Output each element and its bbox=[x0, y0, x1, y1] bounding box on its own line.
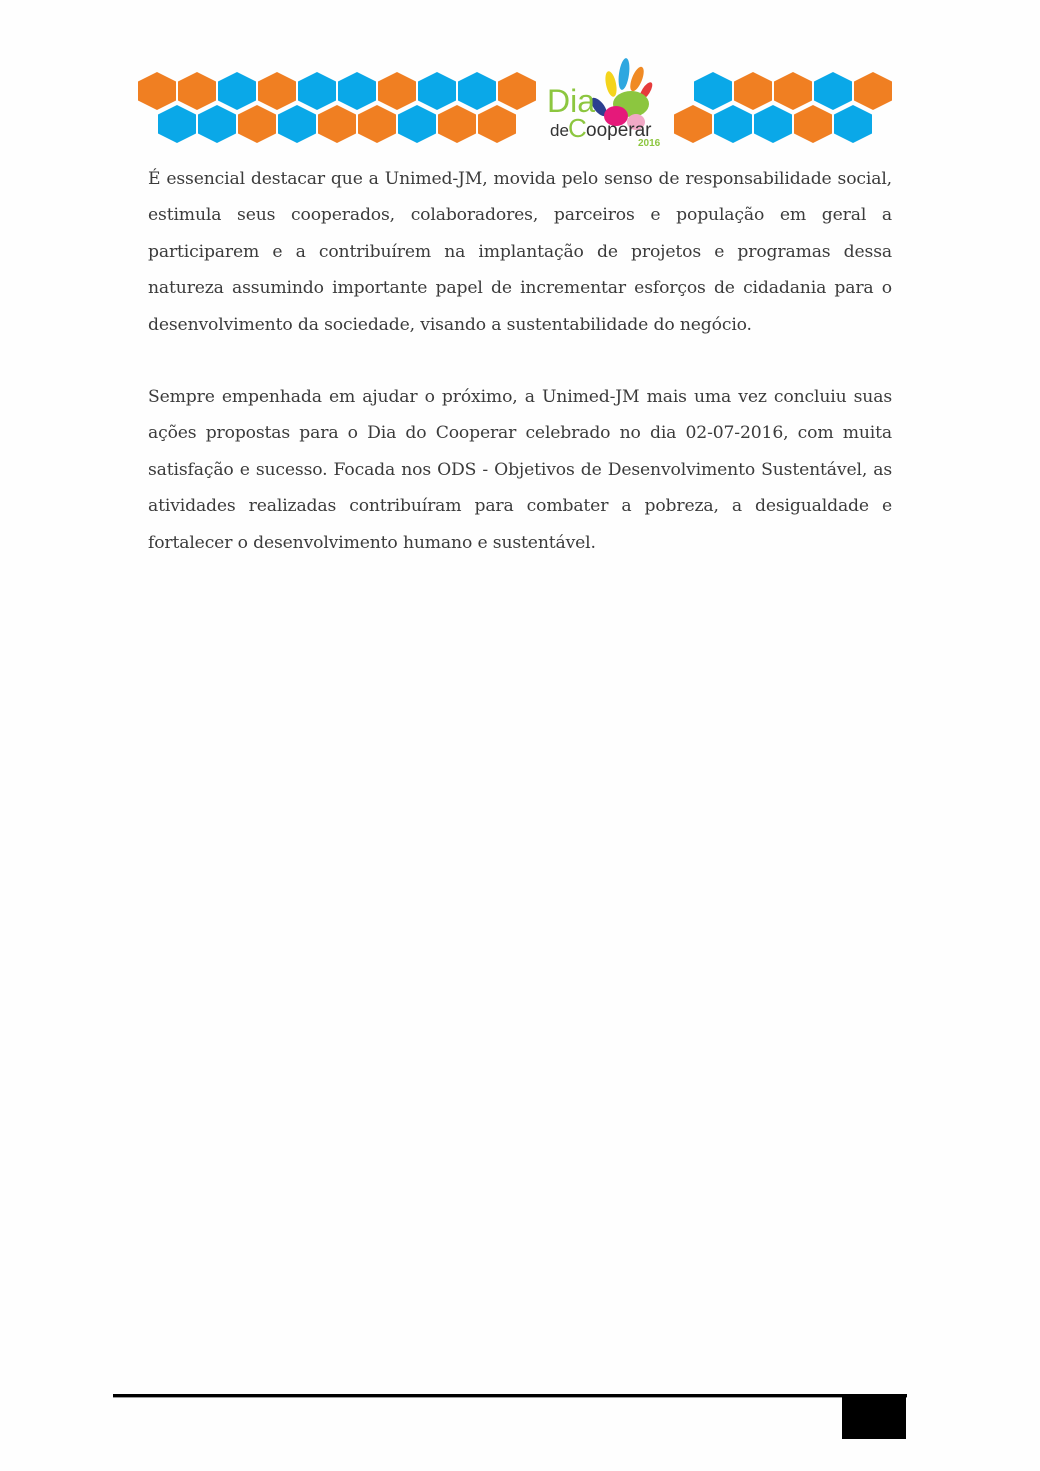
hexagon-shape bbox=[298, 72, 336, 110]
hexagon-shape bbox=[834, 105, 872, 143]
hexagon-shape bbox=[258, 72, 296, 110]
hexagon-shape bbox=[158, 105, 196, 143]
logo-year-text: 2016 bbox=[638, 138, 661, 148]
hexagon-shape bbox=[734, 72, 772, 110]
hexagon-shape bbox=[358, 105, 396, 143]
hexagon-shape bbox=[418, 72, 456, 110]
hexagon-layer bbox=[138, 72, 892, 143]
hexagon-shape bbox=[178, 72, 216, 110]
hexagon-shape bbox=[498, 72, 536, 110]
hexagon-shape bbox=[814, 72, 852, 110]
hexagon-shape bbox=[278, 105, 316, 143]
logo-de-text: de bbox=[550, 121, 569, 140]
paragraph-dia-do-cooperar-results bbox=[148, 379, 892, 561]
paragraph-text: É essencial destacar que a Unimed-JM, movida pelo senso de responsabilidade social, estimula seus cooperados, colaboradores, parceiros e população em geral a participarem e a contribuírem na implantação de projetos e programas dessa natureza assumindo importante papel de incrementar esforços de cidadania para o desenvolvimento da sociedade, visando a sustentabilidade do negócio. bbox=[148, 169, 892, 335]
hexagon-shape bbox=[218, 72, 256, 110]
logo-dia-text: Dia bbox=[547, 83, 596, 119]
hexagon-shape bbox=[378, 72, 416, 110]
hexagon-shape bbox=[774, 72, 812, 110]
dia-de-cooperar-banner bbox=[136, 44, 896, 148]
hexagon-shape bbox=[438, 105, 476, 143]
hexagon-shape bbox=[694, 72, 732, 110]
hexagon-shape bbox=[478, 105, 516, 143]
hexagon-shape bbox=[138, 72, 176, 110]
page-number-box bbox=[842, 1395, 906, 1439]
hexagon-shape bbox=[714, 105, 752, 143]
logo-c-letter: C bbox=[568, 113, 587, 143]
logo-cooperar-text: ooperar bbox=[586, 120, 652, 141]
logo bbox=[547, 57, 661, 148]
footer-divider bbox=[113, 1394, 907, 1397]
paragraph-social-responsibility bbox=[148, 161, 892, 343]
hexagon-shape bbox=[854, 72, 892, 110]
hexagon-shape bbox=[198, 105, 236, 143]
hexagon-pattern bbox=[136, 44, 896, 148]
hexagon-shape bbox=[338, 72, 376, 110]
hexagon-shape bbox=[318, 105, 356, 143]
hexagon-shape bbox=[794, 105, 832, 143]
hexagon-shape bbox=[238, 105, 276, 143]
hexagon-shape bbox=[754, 105, 792, 143]
hexagon-shape bbox=[458, 72, 496, 110]
paragraph-text: Sempre empenhada em ajudar o próximo, a Unimed-JM mais uma vez concluiu suas ações propostas para o Dia do Cooperar celebrado no dia 02-07-2016, com muita satisfação e sucesso. Focada nos ODS - Objetivos de Desenvolvimento Sustentável, as atividades realizadas contribuíram para combater a pobreza, a desigualdade e fortalecer o desenvolvimento humano e sustentável. bbox=[148, 387, 892, 553]
hexagon-shape bbox=[674, 105, 712, 143]
hexagon-shape bbox=[398, 105, 436, 143]
